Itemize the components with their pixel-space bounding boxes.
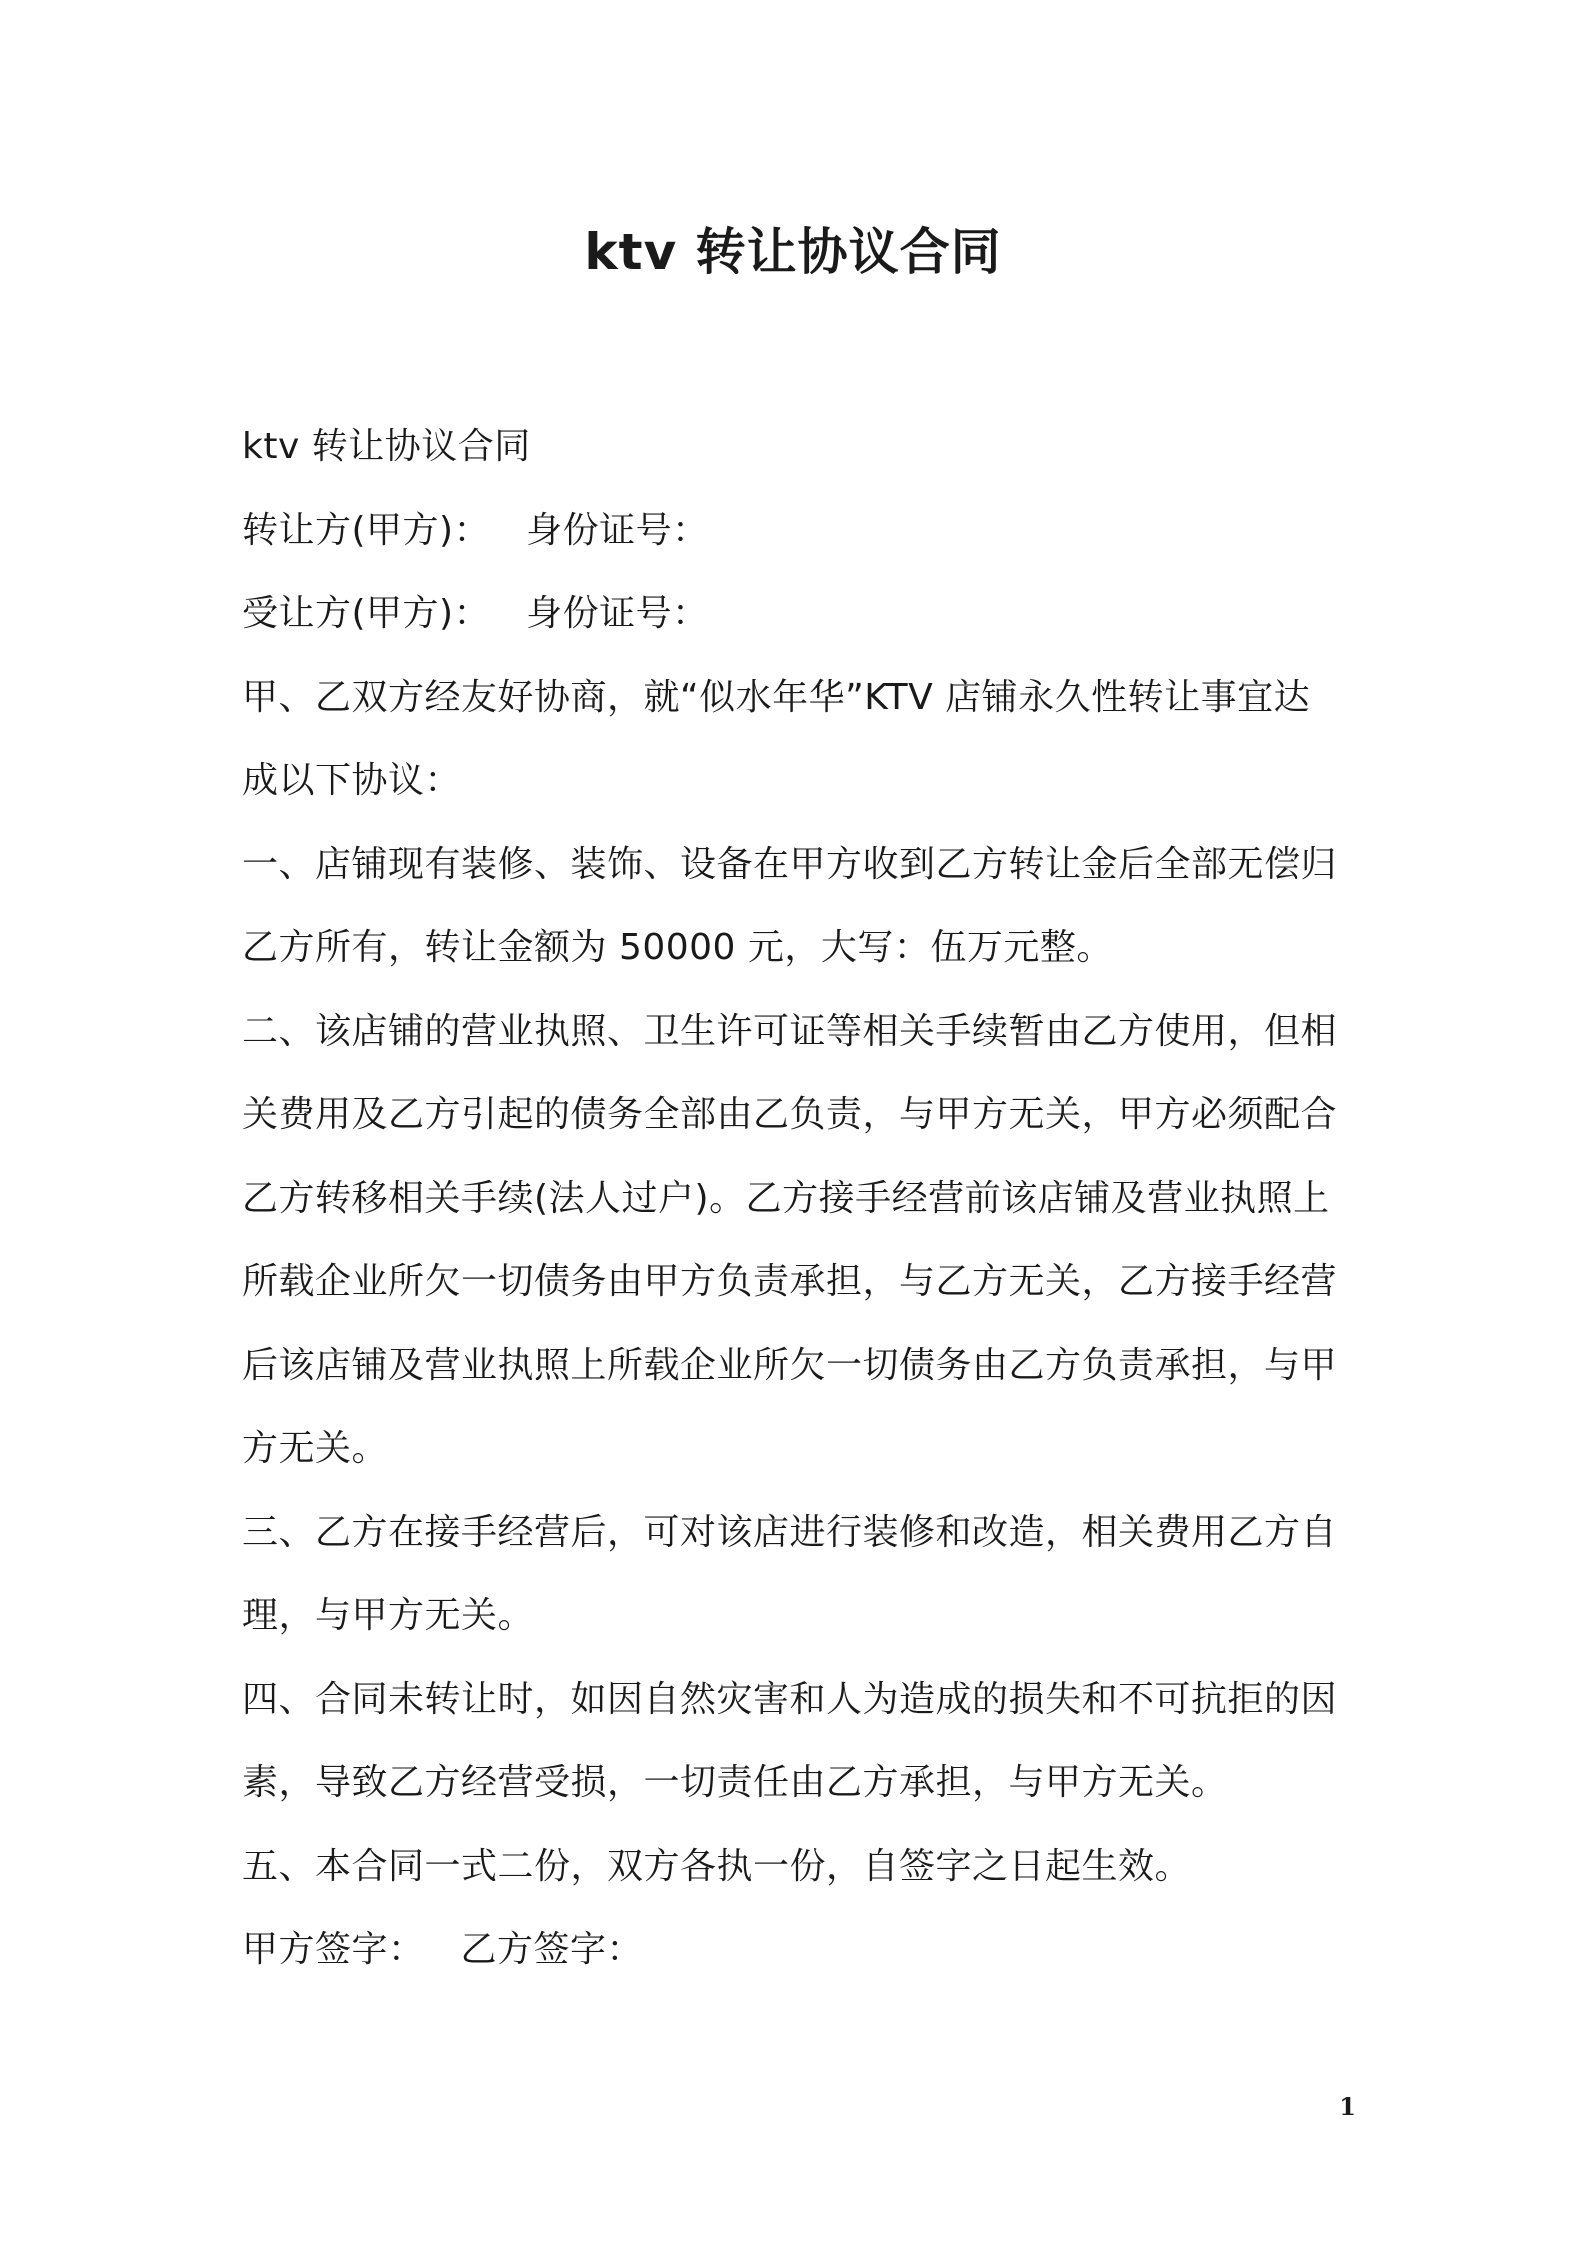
document-title: ktv 转让协议合同 [584, 223, 1002, 281]
clause-3-line: 三、乙方在接手经营后，可对该店进行装修和改造，相关费用乙方自 [242, 1511, 1338, 1553]
clause-1-line: 乙方所有，转让金额为 50000 元，大写：伍万元整。 [242, 927, 1113, 968]
intro-line: 成以下协议： [242, 760, 462, 801]
intro-line: 甲、乙双方经友好协商，就“似水年华”KTV 店铺永久性转让事宜达 [242, 676, 1311, 718]
transferee-label: 受让方(甲方)： [242, 593, 491, 634]
document-body [242, 405, 1354, 1992]
transferor-label: 转让方(甲方)： [242, 509, 491, 551]
clause-3-line: 理，与甲方无关。 [242, 1595, 535, 1636]
clause-2-line: 二、该店铺的营业执照、卫生许可证等相关手续暂由乙方使用，但相 [242, 1010, 1338, 1052]
signature-line [242, 1908, 1354, 1992]
party-b-signature-label: 乙方签字： [460, 1929, 644, 1970]
party-a-signature-label: 甲方签字： [242, 1929, 425, 1970]
page-number: 1 [1339, 2092, 1356, 2121]
clause-2-line: 乙方转移相关手续(法人过户)。乙方接手经营前该店铺及营业执照上 [242, 1177, 1330, 1219]
clause-2-line: 所载企业所欠一切债务由甲方负责承担，与乙方无关，乙方接手经营 [242, 1261, 1338, 1302]
clause-1-line: 一、店铺现有装修、装饰、设备在甲方收到乙方转让金后全部无偿归 [242, 843, 1338, 885]
clause-2-line: 后该店铺及营业执照上所载企业所欠一切债务由乙方负责承担，与甲 [242, 1344, 1338, 1386]
transferee-id-label: 身份证号： [526, 593, 709, 634]
transferor-id-label: 身份证号： [526, 509, 709, 551]
clause-2-line: 方无关。 [242, 1428, 389, 1469]
transferor-line [242, 489, 1354, 573]
transferee-line [242, 572, 1354, 656]
clause-4-line: 素，导致乙方经营受损，一切责任由乙方承担，与甲方无关。 [242, 1762, 1228, 1803]
clause-4-line: 四、合同未转让时，如因自然灾害和人为造成的损失和不可抗拒的因 [242, 1678, 1338, 1720]
clause-5-line: 五、本合同一式二份，双方各执一份，自签字之日起生效。 [242, 1845, 1192, 1887]
clause-2-line: 关费用及乙方引起的债务全部由乙负责，与甲方无关，甲方必须配合 [242, 1094, 1338, 1135]
document-subtitle: ktv 转让协议合同 [242, 426, 531, 467]
